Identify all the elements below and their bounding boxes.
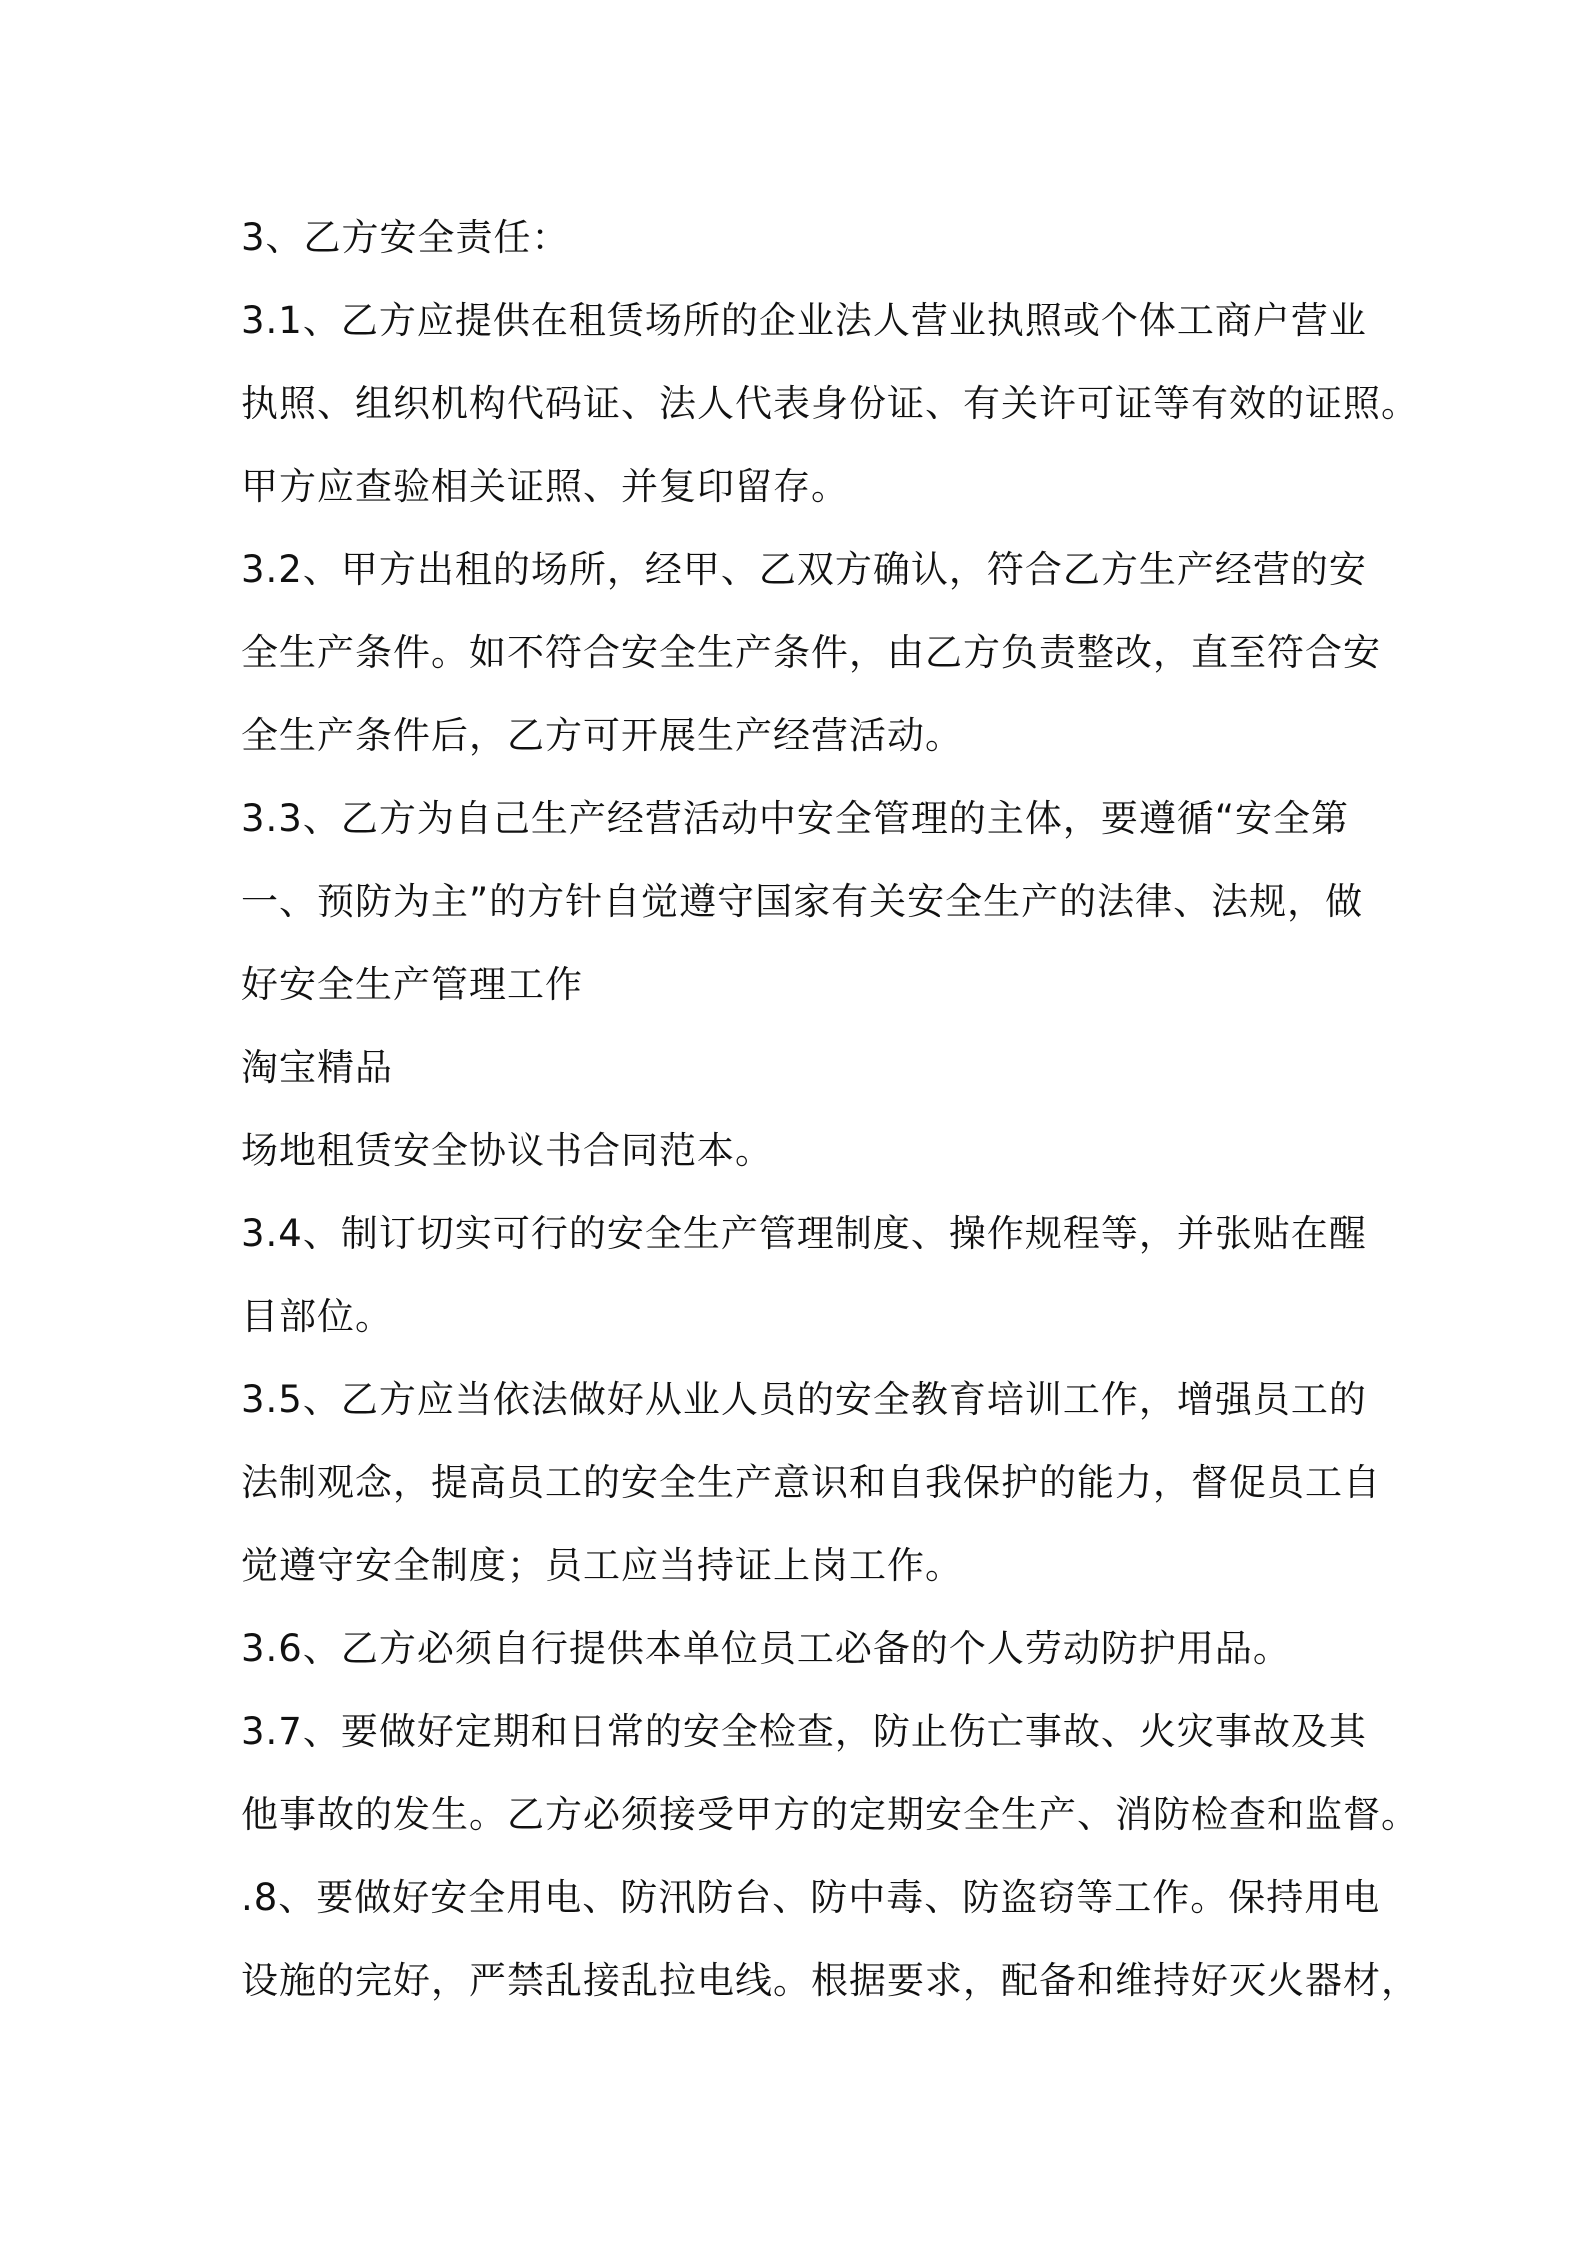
paragraph-line: 全生产条件后，乙方可开展生产经营活动。 xyxy=(241,714,963,757)
paragraph-line: 甲方应查验相关证照、并复印留存。 xyxy=(241,465,849,508)
paragraph-line: 觉遵守安全制度；员工应当持证上岗工作。 xyxy=(241,1544,963,1587)
paragraph-line: 3.7、要做好定期和日常的安全检查，防止伤亡事故、火灾事故及其 xyxy=(241,1710,1367,1753)
paragraph-line: 3.1、乙方应提供在租赁场所的企业法人营业执照或个体工商户营业 xyxy=(241,299,1367,342)
paragraph-line: 3.4、制订切实可行的安全生产管理制度、操作规程等，并张贴在醒 xyxy=(241,1212,1367,1255)
paragraph-line: 他事故的发生。乙方必须接受甲方的定期安全生产、消防检查和监督。 xyxy=(241,1793,1419,1836)
insert-text-line: 场地租赁安全协议书合同范本。 xyxy=(241,1129,773,1172)
paragraph-line: 全生产条件。如不符合安全生产条件，由乙方负责整改，直至符合安 xyxy=(241,631,1381,674)
paragraph-line: 设施的完好，严禁乱接乱拉电线。根据要求，配备和维持好灭火器材， xyxy=(241,1959,1419,2002)
paragraph-line: 目部位。 xyxy=(241,1295,393,1338)
document-body xyxy=(241,196,1419,2022)
paragraph-line: 3.2、甲方出租的场所，经甲、乙双方确认，符合乙方生产经营的安 xyxy=(241,548,1367,591)
paragraph-line: 一、预防为主”的方针自觉遵守国家有关安全生产的法律、法规，做 xyxy=(241,880,1364,923)
paragraph-line: 好安全生产管理工作 xyxy=(241,963,583,1006)
paragraph-line: 3.5、乙方应当依法做好从业人员的安全教育培训工作，增强员工的 xyxy=(241,1378,1367,1421)
paragraph-line: 3.6、乙方必须自行提供本单位员工必备的个人劳动防护用品。 xyxy=(241,1627,1291,1670)
section-heading: 3、乙方安全责任： xyxy=(241,216,570,259)
insert-text-line: 淘宝精品 xyxy=(241,1046,393,1089)
paragraph-line: .8、要做好安全用电、防汛防台、防中毒、防盗窃等工作。保持用电 xyxy=(241,1876,1381,1919)
paragraph-line: 3.3、乙方为自己生产经营活动中安全管理的主体，要遵循“安全第 xyxy=(241,797,1350,840)
paragraph-line: 执照、组织机构代码证、法人代表身份证、有关许可证等有效的证照。 xyxy=(241,382,1419,425)
paragraph-line: 法制观念，提高员工的安全生产意识和自我保护的能力，督促员工自 xyxy=(241,1461,1381,1504)
